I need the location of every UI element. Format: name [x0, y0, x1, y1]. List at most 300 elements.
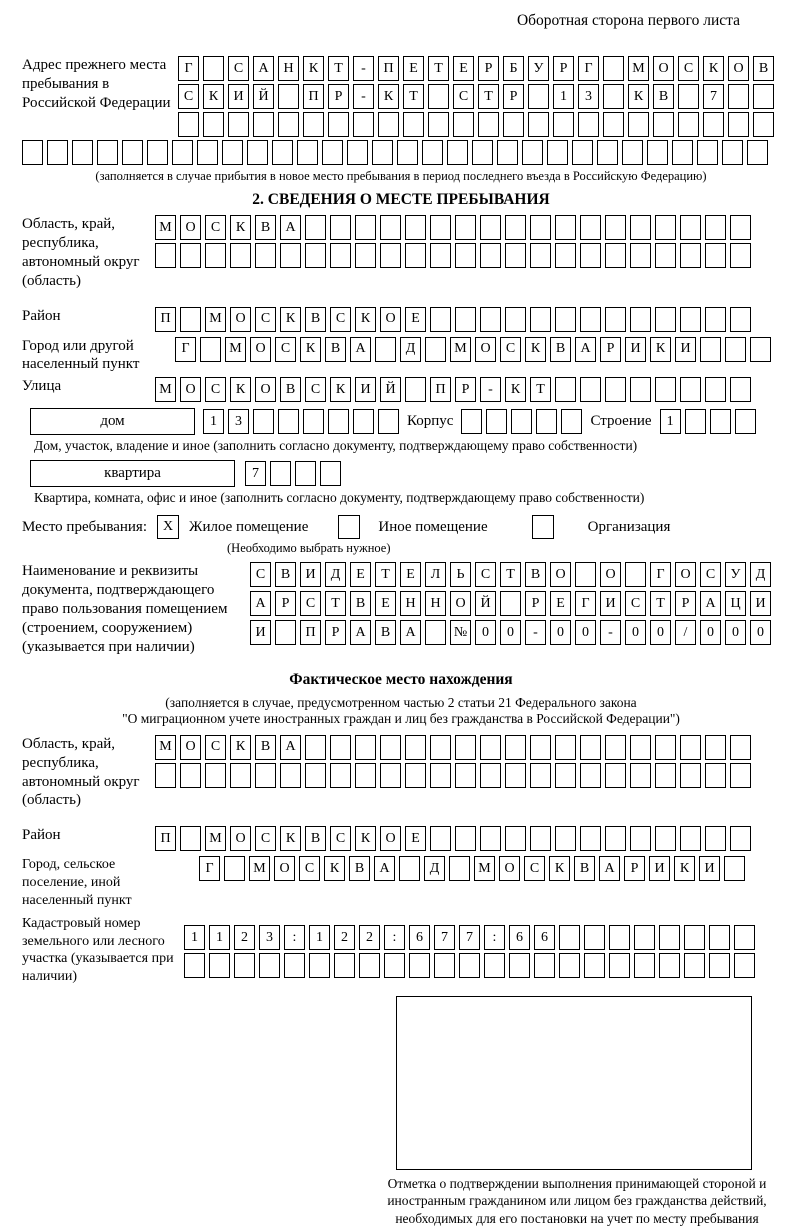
char-cell[interactable] [480, 243, 501, 268]
char-cell[interactable] [409, 953, 430, 978]
char-cell[interactable]: К [355, 826, 376, 851]
char-cell[interactable] [280, 243, 301, 268]
char-cell[interactable]: А [575, 337, 596, 362]
char-cell[interactable]: Р [503, 84, 524, 109]
char-cell[interactable] [380, 763, 401, 788]
char-cell[interactable] [509, 953, 530, 978]
char-cell[interactable]: Г [178, 56, 199, 81]
char-cell[interactable] [480, 215, 501, 240]
char-cell[interactable] [405, 243, 426, 268]
char-cell[interactable]: П [303, 84, 324, 109]
char-cell[interactable]: Г [175, 337, 196, 362]
char-cell[interactable] [180, 763, 201, 788]
char-cell[interactable]: М [249, 856, 270, 881]
char-cell[interactable]: Г [199, 856, 220, 881]
char-cell[interactable] [728, 112, 749, 137]
char-cell[interactable] [47, 140, 68, 165]
char-cell[interactable] [684, 925, 705, 950]
char-cell[interactable] [705, 243, 726, 268]
char-cell[interactable] [422, 140, 443, 165]
char-cell[interactable]: Д [424, 856, 445, 881]
char-cell[interactable] [603, 84, 624, 109]
char-cell[interactable]: Р [553, 56, 574, 81]
char-cell[interactable]: Р [600, 337, 621, 362]
char-cell[interactable] [630, 307, 651, 332]
char-cell[interactable]: С [255, 307, 276, 332]
char-cell[interactable] [405, 763, 426, 788]
char-cell[interactable] [430, 243, 451, 268]
char-cell[interactable]: Д [400, 337, 421, 362]
char-cell[interactable] [630, 215, 651, 240]
char-cell[interactable]: 6 [409, 925, 430, 950]
char-cell[interactable]: С [178, 84, 199, 109]
char-cell[interactable] [180, 826, 201, 851]
char-cell[interactable] [747, 140, 768, 165]
char-cell[interactable] [528, 84, 549, 109]
char-cell[interactable]: М [205, 826, 226, 851]
char-cell[interactable] [428, 112, 449, 137]
char-cell[interactable] [584, 953, 605, 978]
char-cell[interactable]: О [180, 215, 201, 240]
char-cell[interactable]: А [374, 856, 395, 881]
char-cell[interactable]: Е [375, 591, 396, 616]
char-cell[interactable]: О [250, 337, 271, 362]
char-cell[interactable] [180, 243, 201, 268]
char-cell[interactable] [561, 409, 582, 434]
char-cell[interactable]: О [274, 856, 295, 881]
char-cell[interactable] [603, 56, 624, 81]
char-cell[interactable] [555, 826, 576, 851]
char-cell[interactable] [580, 735, 601, 760]
char-cell[interactable]: К [230, 735, 251, 760]
char-cell[interactable] [605, 377, 626, 402]
char-cell[interactable]: К [549, 856, 570, 881]
char-cell[interactable] [322, 140, 343, 165]
char-cell[interactable]: Р [325, 620, 346, 645]
char-cell[interactable] [330, 215, 351, 240]
char-cell[interactable]: - [353, 84, 374, 109]
char-cell[interactable] [205, 243, 226, 268]
char-cell[interactable]: В [350, 591, 371, 616]
char-cell[interactable] [378, 112, 399, 137]
char-cell[interactable] [455, 735, 476, 760]
char-cell[interactable] [680, 735, 701, 760]
char-cell[interactable]: - [525, 620, 546, 645]
char-cell[interactable]: П [300, 620, 321, 645]
char-cell[interactable] [180, 307, 201, 332]
char-cell[interactable]: В [305, 826, 326, 851]
char-cell[interactable] [730, 763, 751, 788]
char-cell[interactable]: Н [400, 591, 421, 616]
char-cell[interactable]: С [453, 84, 474, 109]
char-cell[interactable]: 6 [534, 925, 555, 950]
char-cell[interactable] [505, 763, 526, 788]
char-cell[interactable] [609, 925, 630, 950]
char-cell[interactable]: Р [275, 591, 296, 616]
char-cell[interactable]: П [378, 56, 399, 81]
char-cell[interactable]: В [255, 215, 276, 240]
char-cell[interactable]: К [330, 377, 351, 402]
char-cell[interactable] [405, 377, 426, 402]
char-cell[interactable] [255, 243, 276, 268]
char-cell[interactable]: А [250, 591, 271, 616]
char-cell[interactable] [725, 337, 746, 362]
char-cell[interactable] [430, 307, 451, 332]
char-cell[interactable] [584, 925, 605, 950]
char-cell[interactable]: О [180, 735, 201, 760]
char-cell[interactable] [500, 591, 521, 616]
char-cell[interactable]: Е [405, 307, 426, 332]
char-cell[interactable] [355, 763, 376, 788]
char-cell[interactable] [284, 953, 305, 978]
char-cell[interactable]: И [699, 856, 720, 881]
char-cell[interactable] [580, 243, 601, 268]
char-cell[interactable]: Р [478, 56, 499, 81]
char-cell[interactable] [405, 215, 426, 240]
char-cell[interactable]: С [300, 591, 321, 616]
char-cell[interactable]: Г [578, 56, 599, 81]
char-cell[interactable]: К [280, 826, 301, 851]
char-cell[interactable]: О [550, 562, 571, 587]
char-cell[interactable]: Р [525, 591, 546, 616]
char-cell[interactable] [434, 953, 455, 978]
char-cell[interactable] [647, 140, 668, 165]
char-cell[interactable]: Б [503, 56, 524, 81]
char-cell[interactable]: С [475, 562, 496, 587]
char-cell[interactable]: Т [328, 56, 349, 81]
char-cell[interactable] [178, 112, 199, 137]
char-cell[interactable] [555, 215, 576, 240]
char-cell[interactable] [580, 763, 601, 788]
char-cell[interactable] [430, 763, 451, 788]
char-cell[interactable]: С [205, 735, 226, 760]
char-cell[interactable] [72, 140, 93, 165]
char-cell[interactable] [455, 215, 476, 240]
char-cell[interactable]: М [205, 307, 226, 332]
char-cell[interactable] [503, 112, 524, 137]
char-cell[interactable]: Т [325, 591, 346, 616]
char-cell[interactable] [705, 826, 726, 851]
char-cell[interactable]: К [280, 307, 301, 332]
char-cell[interactable] [480, 307, 501, 332]
char-cell[interactable] [480, 826, 501, 851]
char-cell[interactable]: О [230, 826, 251, 851]
char-cell[interactable]: И [355, 377, 376, 402]
char-cell[interactable]: Т [478, 84, 499, 109]
char-cell[interactable] [505, 243, 526, 268]
char-cell[interactable]: Е [453, 56, 474, 81]
char-cell[interactable] [553, 112, 574, 137]
char-cell[interactable]: Н [425, 591, 446, 616]
char-cell[interactable] [305, 763, 326, 788]
char-cell[interactable]: О [255, 377, 276, 402]
char-cell[interactable]: Е [350, 562, 371, 587]
char-cell[interactable] [430, 215, 451, 240]
char-cell[interactable] [355, 243, 376, 268]
char-cell[interactable] [478, 112, 499, 137]
char-cell[interactable]: 0 [475, 620, 496, 645]
char-cell[interactable] [580, 307, 601, 332]
char-cell[interactable]: Р [328, 84, 349, 109]
char-cell[interactable]: К [703, 56, 724, 81]
char-cell[interactable]: В [550, 337, 571, 362]
char-cell[interactable]: 3 [259, 925, 280, 950]
char-cell[interactable]: С [330, 826, 351, 851]
char-cell[interactable] [680, 826, 701, 851]
char-cell[interactable] [730, 377, 751, 402]
char-cell[interactable] [372, 140, 393, 165]
char-cell[interactable] [255, 763, 276, 788]
char-cell[interactable] [655, 735, 676, 760]
char-cell[interactable]: Е [405, 826, 426, 851]
char-cell[interactable] [530, 243, 551, 268]
char-cell[interactable] [703, 112, 724, 137]
char-cell[interactable]: М [450, 337, 471, 362]
char-cell[interactable] [580, 826, 601, 851]
char-cell[interactable]: 1 [203, 409, 224, 434]
char-cell[interactable] [734, 925, 755, 950]
char-cell[interactable]: С [228, 56, 249, 81]
char-cell[interactable] [328, 112, 349, 137]
char-cell[interactable] [334, 953, 355, 978]
char-cell[interactable]: С [625, 591, 646, 616]
char-cell[interactable] [430, 735, 451, 760]
char-cell[interactable] [555, 243, 576, 268]
char-cell[interactable]: М [225, 337, 246, 362]
char-cell[interactable] [375, 337, 396, 362]
char-cell[interactable]: 7 [459, 925, 480, 950]
char-cell[interactable] [659, 953, 680, 978]
char-cell[interactable] [680, 377, 701, 402]
char-cell[interactable]: А [350, 620, 371, 645]
char-cell[interactable]: С [250, 562, 271, 587]
char-cell[interactable]: : [384, 925, 405, 950]
char-cell[interactable] [330, 735, 351, 760]
char-cell[interactable] [230, 243, 251, 268]
char-cell[interactable]: 0 [750, 620, 771, 645]
char-cell[interactable] [655, 243, 676, 268]
char-cell[interactable]: Й [253, 84, 274, 109]
char-cell[interactable] [425, 337, 446, 362]
char-cell[interactable]: 6 [509, 925, 530, 950]
char-cell[interactable] [480, 763, 501, 788]
char-cell[interactable] [447, 140, 468, 165]
char-cell[interactable] [430, 826, 451, 851]
char-cell[interactable] [197, 140, 218, 165]
char-cell[interactable]: А [400, 620, 421, 645]
char-cell[interactable] [530, 763, 551, 788]
char-cell[interactable]: Т [375, 562, 396, 587]
char-cell[interactable] [155, 763, 176, 788]
char-cell[interactable] [397, 140, 418, 165]
char-cell[interactable] [355, 215, 376, 240]
char-cell[interactable] [630, 763, 651, 788]
char-cell[interactable] [355, 735, 376, 760]
char-cell[interactable]: В [275, 562, 296, 587]
char-cell[interactable] [253, 112, 274, 137]
char-cell[interactable]: К [203, 84, 224, 109]
char-cell[interactable]: А [280, 735, 301, 760]
char-cell[interactable] [530, 826, 551, 851]
char-cell[interactable]: 1 [209, 925, 230, 950]
char-cell[interactable] [753, 84, 774, 109]
char-cell[interactable] [605, 735, 626, 760]
char-cell[interactable] [680, 307, 701, 332]
char-cell[interactable]: С [255, 826, 276, 851]
char-cell[interactable] [559, 953, 580, 978]
char-cell[interactable] [359, 953, 380, 978]
char-cell[interactable]: С [330, 307, 351, 332]
checkbox-zhiloe[interactable]: X [157, 515, 179, 539]
char-cell[interactable]: Т [500, 562, 521, 587]
char-cell[interactable]: В [375, 620, 396, 645]
char-cell[interactable]: О [380, 826, 401, 851]
char-cell[interactable] [555, 735, 576, 760]
char-cell[interactable] [428, 84, 449, 109]
char-cell[interactable]: С [275, 337, 296, 362]
char-cell[interactable]: В [305, 307, 326, 332]
char-cell[interactable] [680, 763, 701, 788]
char-cell[interactable]: 1 [184, 925, 205, 950]
char-cell[interactable]: К [628, 84, 649, 109]
char-cell[interactable] [305, 735, 326, 760]
char-cell[interactable] [724, 856, 745, 881]
char-cell[interactable] [730, 215, 751, 240]
char-cell[interactable] [205, 763, 226, 788]
char-cell[interactable]: Г [575, 591, 596, 616]
char-cell[interactable] [630, 377, 651, 402]
char-cell[interactable]: Й [380, 377, 401, 402]
char-cell[interactable] [734, 953, 755, 978]
char-cell[interactable]: В [280, 377, 301, 402]
char-cell[interactable]: А [599, 856, 620, 881]
char-cell[interactable] [275, 620, 296, 645]
char-cell[interactable] [730, 826, 751, 851]
char-cell[interactable] [655, 307, 676, 332]
char-cell[interactable] [672, 140, 693, 165]
char-cell[interactable]: Е [400, 562, 421, 587]
char-cell[interactable] [253, 409, 274, 434]
char-cell[interactable] [303, 409, 324, 434]
char-cell[interactable] [728, 84, 749, 109]
char-cell[interactable]: К [230, 215, 251, 240]
char-cell[interactable]: П [155, 307, 176, 332]
char-cell[interactable] [172, 140, 193, 165]
char-cell[interactable] [155, 243, 176, 268]
char-cell[interactable] [203, 112, 224, 137]
char-cell[interactable] [530, 735, 551, 760]
char-cell[interactable] [609, 953, 630, 978]
char-cell[interactable]: И [750, 591, 771, 616]
char-cell[interactable] [735, 409, 756, 434]
char-cell[interactable]: Е [403, 56, 424, 81]
char-cell[interactable]: С [500, 337, 521, 362]
char-cell[interactable] [505, 826, 526, 851]
char-cell[interactable] [449, 856, 470, 881]
char-cell[interactable] [203, 56, 224, 81]
char-cell[interactable] [605, 307, 626, 332]
char-cell[interactable] [634, 953, 655, 978]
char-cell[interactable] [384, 953, 405, 978]
char-cell[interactable]: Л [425, 562, 446, 587]
char-cell[interactable]: К [650, 337, 671, 362]
char-cell[interactable] [705, 735, 726, 760]
char-cell[interactable] [697, 140, 718, 165]
char-cell[interactable] [200, 337, 221, 362]
char-cell[interactable]: Н [278, 56, 299, 81]
char-cell[interactable] [603, 112, 624, 137]
char-cell[interactable] [753, 112, 774, 137]
char-cell[interactable] [709, 925, 730, 950]
char-cell[interactable] [709, 953, 730, 978]
char-cell[interactable]: О [728, 56, 749, 81]
char-cell[interactable]: : [484, 925, 505, 950]
char-cell[interactable] [559, 925, 580, 950]
char-cell[interactable] [459, 953, 480, 978]
char-cell[interactable] [630, 735, 651, 760]
char-cell[interactable]: 0 [700, 620, 721, 645]
char-cell[interactable]: К [674, 856, 695, 881]
char-cell[interactable]: У [725, 562, 746, 587]
char-cell[interactable]: Т [650, 591, 671, 616]
char-cell[interactable]: С [524, 856, 545, 881]
char-cell[interactable]: О [180, 377, 201, 402]
char-cell[interactable]: С [678, 56, 699, 81]
char-cell[interactable]: 7 [245, 461, 266, 486]
char-cell[interactable]: И [649, 856, 670, 881]
char-cell[interactable]: - [353, 56, 374, 81]
char-cell[interactable] [247, 140, 268, 165]
char-cell[interactable]: И [300, 562, 321, 587]
char-cell[interactable] [634, 925, 655, 950]
char-cell[interactable] [622, 140, 643, 165]
char-cell[interactable] [272, 140, 293, 165]
char-cell[interactable] [22, 140, 43, 165]
char-cell[interactable] [480, 735, 501, 760]
char-cell[interactable] [730, 243, 751, 268]
char-cell[interactable] [303, 112, 324, 137]
char-cell[interactable]: К [300, 337, 321, 362]
char-cell[interactable] [555, 763, 576, 788]
char-cell[interactable] [122, 140, 143, 165]
char-cell[interactable]: 1 [309, 925, 330, 950]
char-cell[interactable] [684, 953, 705, 978]
char-cell[interactable] [497, 140, 518, 165]
char-cell[interactable]: Р [455, 377, 476, 402]
char-cell[interactable]: И [625, 337, 646, 362]
char-cell[interactable] [224, 856, 245, 881]
char-cell[interactable] [297, 140, 318, 165]
char-cell[interactable] [653, 112, 674, 137]
checkbox-org[interactable] [532, 515, 554, 539]
char-cell[interactable] [209, 953, 230, 978]
char-cell[interactable] [580, 215, 601, 240]
char-cell[interactable]: : [284, 925, 305, 950]
char-cell[interactable]: Ь [450, 562, 471, 587]
char-cell[interactable]: О [600, 562, 621, 587]
char-cell[interactable]: 7 [434, 925, 455, 950]
char-cell[interactable]: А [280, 215, 301, 240]
char-cell[interactable] [505, 307, 526, 332]
char-cell[interactable] [530, 215, 551, 240]
char-cell[interactable] [380, 735, 401, 760]
char-cell[interactable]: В [574, 856, 595, 881]
char-cell[interactable]: 3 [578, 84, 599, 109]
char-cell[interactable]: Д [325, 562, 346, 587]
char-cell[interactable]: М [474, 856, 495, 881]
char-cell[interactable] [305, 215, 326, 240]
char-cell[interactable] [405, 735, 426, 760]
